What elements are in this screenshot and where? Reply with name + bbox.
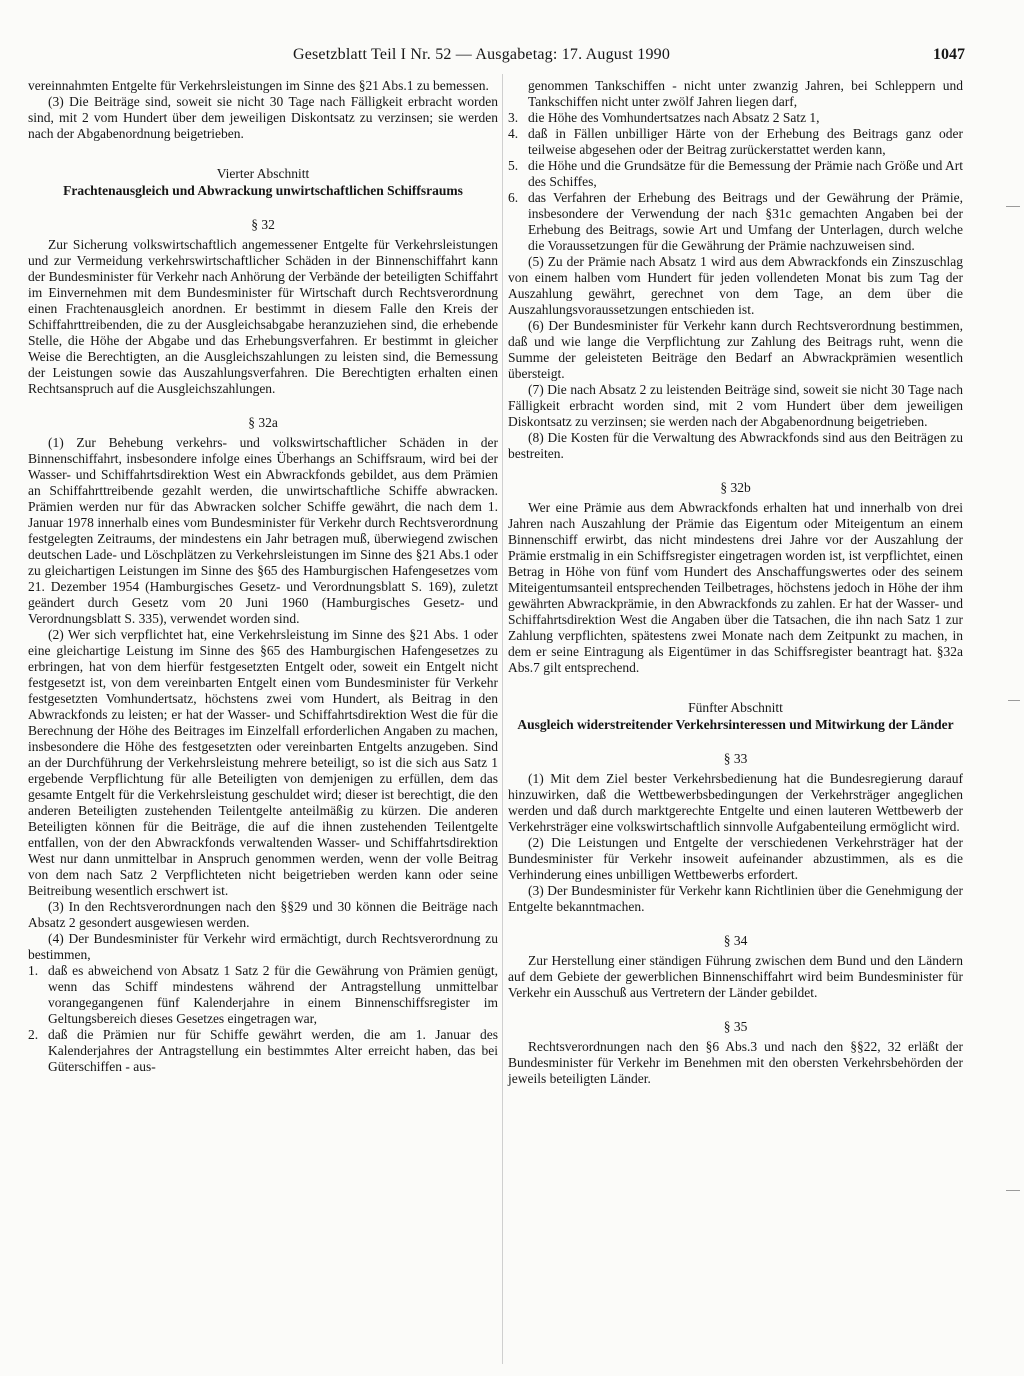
list-item-number: 5. <box>508 158 519 173</box>
paragraph-title-32b: § 32b <box>720 480 751 495</box>
list-item-text: das Verfahren der Erhebung des Beitrags und der Gewährung der Prämie, insbesondere der Verwendung der nach §31c gemachten Angaben bei der Erhebung des Beitrags, sowie Art und Umfang der Unterlagen, durch welche die Voraussetzungen für die Gewährung der Prämie nachzuweisen sind. <box>528 190 963 253</box>
page-number: 1047 <box>933 46 965 63</box>
paragraph-32a-8: (8) Die Kosten für die Verwaltung des Abwrackfonds sind aus den Beiträgen zu bestreiten. <box>508 430 963 461</box>
list-item-text: die Höhe des Vomhundertsatzes nach Absatz 2 Satz 1, <box>528 110 820 125</box>
paragraph-35-text: Rechtsverordnungen nach den §6 Abs.3 und nach den §§22, 32 erläßt der Bundesminister für Verkehr im Benehmen mit den obersten Verkehrsbehörden der jeweils beteiligten Länder. <box>508 1039 963 1086</box>
paragraph-32a-4: (4) Der Bundesminister für Verkehr wird ermächtigt, durch Rechtsverordnung zu bestimmen, <box>28 931 498 962</box>
paragraph-32a-7: (7) Die nach Absatz 2 zu leistenden Beiträge sind, soweit sie nicht 30 Tage nach Fälligkeit erbracht worden sind, mit 2 vom Hundert über dem jeweiligen Diskontsatz zu verzinsen; sie werden nach der Abgabenordnung beigetrieben. <box>508 382 963 429</box>
paragraph-title-33: § 33 <box>723 751 748 766</box>
list-item-text: daß die Prämien nur für Schiffe gewährt werden, die am 1. Januar des Kalenderjahres der Antragstellung ein bestimmtes Alter erreicht haben, das bei Güterschiffen - aus- <box>48 1027 498 1074</box>
paragraph-34-text: Zur Herstellung einer ständigen Führung zwischen dem Bund und den Ländern auf dem Gebiete der gewerblichen Binnenschiffahrt wird beim Bundesminister für Verkehr ein Ausschuß aus Vertretern der Länder gebildet. <box>508 953 963 1000</box>
list-item <box>508 158 963 190</box>
list-item-number: 2. <box>28 1027 39 1042</box>
paragraph-33-3: (3) Der Bundesminister für Verkehr kann Richtlinien über die Genehmigung der Entgelte bekanntmachen. <box>508 883 963 914</box>
list-item-number: 6. <box>508 190 519 205</box>
paragraph-33-2: (2) Die Leistungen und Entgelte der verschiedenen Verkehrsträger hat der Bundesminister für Verkehr insoweit aufeinander abzustimmen, als es die Verhinderung eines unbilligen Wettbewerbs erfordert. <box>508 835 963 882</box>
list-item <box>508 78 963 110</box>
paragraph-title-34: § 34 <box>723 933 748 948</box>
paragraph-title-35: § 35 <box>723 1019 748 1034</box>
paragraph-title-32a: § 32a <box>248 415 278 430</box>
right-column <box>508 78 963 1087</box>
paragraph-continued: vereinnahmten Entgelte für Verkehrsleistungen im Sinne des §21 Abs.1 zu bemessen. <box>28 78 489 93</box>
section-heading-5 <box>508 700 963 733</box>
list-item <box>508 110 963 126</box>
list-item-text: genommen Tankschiffen - nicht unter zwanzig Jahren, bei Schleppern und Tankschiffen nicht unter zwölf Jahren liegen darf, <box>528 78 963 109</box>
list-item <box>508 190 963 254</box>
left-column <box>28 78 498 1075</box>
page-header <box>30 46 965 64</box>
abschnitt-label: Vierter Abschnitt <box>216 166 310 181</box>
abschnitt-title: Ausgleich widerstreitender Verkehrsinteressen und Mitwirkung der Länder <box>517 717 954 732</box>
list-item-number: 1. <box>28 963 39 978</box>
list-item-number: 4. <box>508 126 519 141</box>
margin-mark <box>1006 1190 1020 1191</box>
abschnitt-label: Fünfter Abschnitt <box>688 700 783 715</box>
paragraph-32a-1: (1) Zur Behebung verkehrs- und volkswirtschaftlicher Schäden in der Binnenschiffahrt, insbesondere infolge eines Überhangs an Schiffsraum, wird bei der Wasser- und Schiffahrtsdirektion West ein Abwrackfonds gebildet, aus dem Prämien an Schiffahrttreibende gezahlt werden, die unwirtschaftliche Schiffe abwracken. Prämien werden nur für das Abwracken solcher Schiffe gewährt, die nach dem 1. Januar 1978 innerhalb eines vom Bundesminister für Verkehr durch Rechtsverordnung festgelegten Zeitraums, der mindestens ein Jahr betragen muß, überwiegend zwischen deutschen Lade- und Löschplätzen zu Verkehrsleistungen im Sinne des §21 Abs.1 oder zu gleichartigen Leistungen im Sinne des §65 des Hamburgischen Hafengesetzes vom 21. Dezember 1954 (Hamburgisches Gesetz- und Verordnungsblatt S. 169), zuletzt geändert durch Gesetz vom 20 Juni 1960 (Hamburgisches Gesetz- und Verordnungsblatt S. 335), verwendet worden sind. <box>28 435 498 626</box>
list-item <box>28 1027 498 1075</box>
header-title: Gesetzblatt Teil I Nr. 52 — Ausgabetag: 17. August 1990 <box>292 46 671 63</box>
paragraph-33-1: (1) Mit dem Ziel bester Verkehrsbedienung hat die Bundesregierung darauf hinzuwirken, daß die Wettbewerbsbedingungen der Verkehrsträger angeglichen werden und daß durch marktgerechte Entgelte und einen lauteren Wettbewerb der Verkehrsträger eine volkswirtschaftlich sinnvolle Aufgabenteilung ermöglicht wird. <box>508 771 963 834</box>
list-item-text: daß in Fällen unbilliger Härte von der Erhebung des Beitrags ganz oder teilweise abgesehen oder der Beitrag zurückerstattet werden kann, <box>528 126 963 157</box>
column-divider <box>502 74 503 1364</box>
paragraph-32-text: Zur Sicherung volkswirtschaftlich angemessener Entgelte für Verkehrsleistungen und zur Vermeidung verkehrswirtschaftlicher Schäden in der Binnenschiffahrt kann der Bundesminister für Verkehr nach Anhörung der Verbände der beteiligten Schiffahrt im Einvernehmen mit dem Bundesminister für Wirtschaft durch Rechtsverordnung einen Frachtenausgleich anordnen. Er bestimmt in diesem Falle den Kreis der Schiffahrttreibenden, die zu der Ausgleichsabgabe heranzuziehen sind, die erhebende Stelle, die Höhe der Abgabe und das Erhebungsverfahren. Er bestimmt in gleicher Weise die Berechtigten, an die Ausgleichszahlungen zu leisten sind, die Bemessung der Leistungen sowie das Auszahlungsverfahren. Die Berechtigten erhalten einen Rechtsanspruch auf die Ausgleichszahlungen. <box>28 237 498 396</box>
enumeration-list <box>28 963 498 1075</box>
paragraph-32a-6: (6) Der Bundesminister für Verkehr kann durch Rechtsverordnung bestimmen, daß und wie lange die Verpflichtung zur Zahlung des Beitrags ruht, wenn die Summe der geleisteten Beiträge den Bedarf an Abwrackprämien wesentlich übersteigt. <box>508 318 963 381</box>
paragraph-title-32: § 32 <box>251 217 275 232</box>
abschnitt-title: Frachtenausgleich und Abwrackung unwirtschaftlichen Schiffsraums <box>63 183 463 198</box>
list-item <box>508 126 963 158</box>
paragraph-32b-text: Wer eine Prämie aus dem Abwrackfonds erhalten hat und innerhalb von drei Jahren nach Auszahlung der Prämie das Eigentum oder Miteigentum an einem Binnenschiff erwirbt, das nicht mindestens drei Jahre vor der Auszahlung der Prämie erstmalig in ein Schiffsregister eingetragen worden ist, ist verpflichtet, einen Betrag in Höhe von fünf vom Hundert des Anschaffungswertes oder des seinem Miteigentumsanteil entsprechenden Teilbetrages, höchstens jedoch in Höhe der ihm gewährten Abwrackprämie, in den Abwrackfonds zu zahlen. Er hat der Wasser- und Schiffahrtsdirektion West die Angaben über die Tatsachen, die ihn nach Satz 1 zur Zahlung verpflichten, spätestens zwei Monate nach dem Zeitpunkt zu machen, in dem er seine Eintragung als Eigentümer in das Schiffsregister beantragt hat. §32a Abs.7 gilt entsprechend. <box>508 500 963 675</box>
paragraph-32a-5: (5) Zu der Prämie nach Absatz 1 wird aus dem Abwrackfonds ein Zinszuschlag von einem halben vom Hundert für jeden vollendeten Monat bis zum Tag der Auszahlung gewährt, gerechnet von dem Tage, an dem über die Auszahlungsvoraussetzungen entschieden ist. <box>508 254 963 317</box>
enumeration-list-continued <box>508 78 963 254</box>
list-item-number: 3. <box>508 110 519 125</box>
list-item-text: daß es abweichend von Absatz 1 Satz 2 für die Gewährung von Prämien genügt, wenn das Schiff mindestens während der Antragstellung unmittelbar vorangegangenen fünf Kalenderjahre in einem Binnenschiffsregister im Geltungsbereich dieses Gesetzes eingetragen war, <box>48 963 498 1026</box>
margin-mark <box>1006 206 1020 207</box>
paragraph-32a-2: (2) Wer sich verpflichtet hat, eine Verkehrsleistung im Sinne des §21 Abs. 1 oder eine gleichartige Leistung im Sinne des §65 des Hamburgischen Hafengesetzes zu erbringen, hat von dem hierfür festgesetzten Entgelt oder, soweit ein Entgelt nicht festgesetzt ist, von dem vereinbarten Entgelt einen vom Bundesminister für Verkehr festgesetzten Vomhundertsatz, höchstens zwei vom Hundert, als Beitrag in den Abwrackfonds zu leisten; er hat der Wasser- und Schiffahrtsdirektion West die für die Berechnung der Höhe des Beitrages im Einzelfall erforderlichen Angaben zu machen, insbesondere die Höhe des festgesetzten oder vereinbarten Entgelts anzugeben. Sind an der Durchführung der Verkehrsleistung mehrere beteiligt, so ist die sich aus Satz 1 ergebende Verpflichtung für alle Beteiligten von demjenigen zu erfüllen, dem das gesamte Entgelt für die Verkehrsleistung geschuldet wird; dieser ist berechtigt, die den anderen Beteiligten zustehenden Teilentgelte anteilmäßig zu kürzen. Die anderen Beteiligten können für die Beiträge, die auf die ihnen zustehenden Teilentgelte entfallen, von der den Abwrackfonds verwaltenden Wasser- und Schiffahrtsdirektion West nur dann unmittelbar in Anspruch genommen werden, wenn der volle Beitrag von dem nach Satz 2 Verpflichteten nicht beigetrieben werden kann oder seine Beitreibung wesentlich erschwert ist. <box>28 627 498 898</box>
margin-mark <box>1008 700 1020 701</box>
list-item <box>28 963 498 1027</box>
section-heading-4 <box>28 166 498 199</box>
list-item-text: die Höhe und die Grundsätze für die Bemessung der Prämie nach Größe und Art des Schiffes, <box>528 158 963 189</box>
paragraph-32a-3: (3) In den Rechtsverordnungen nach den §§29 und 30 können die Beiträge nach Absatz 2 gesondert ausgewiesen werden. <box>28 899 498 930</box>
paragraph-3: (3) Die Beiträge sind, soweit sie nicht 30 Tage nach Fälligkeit erbracht worden sind, mit 2 vom Hundert über dem jeweiligen Diskontsatz zu verzinsen; sie werden nach der Abgabenordnung beigetrieben. <box>28 94 498 141</box>
